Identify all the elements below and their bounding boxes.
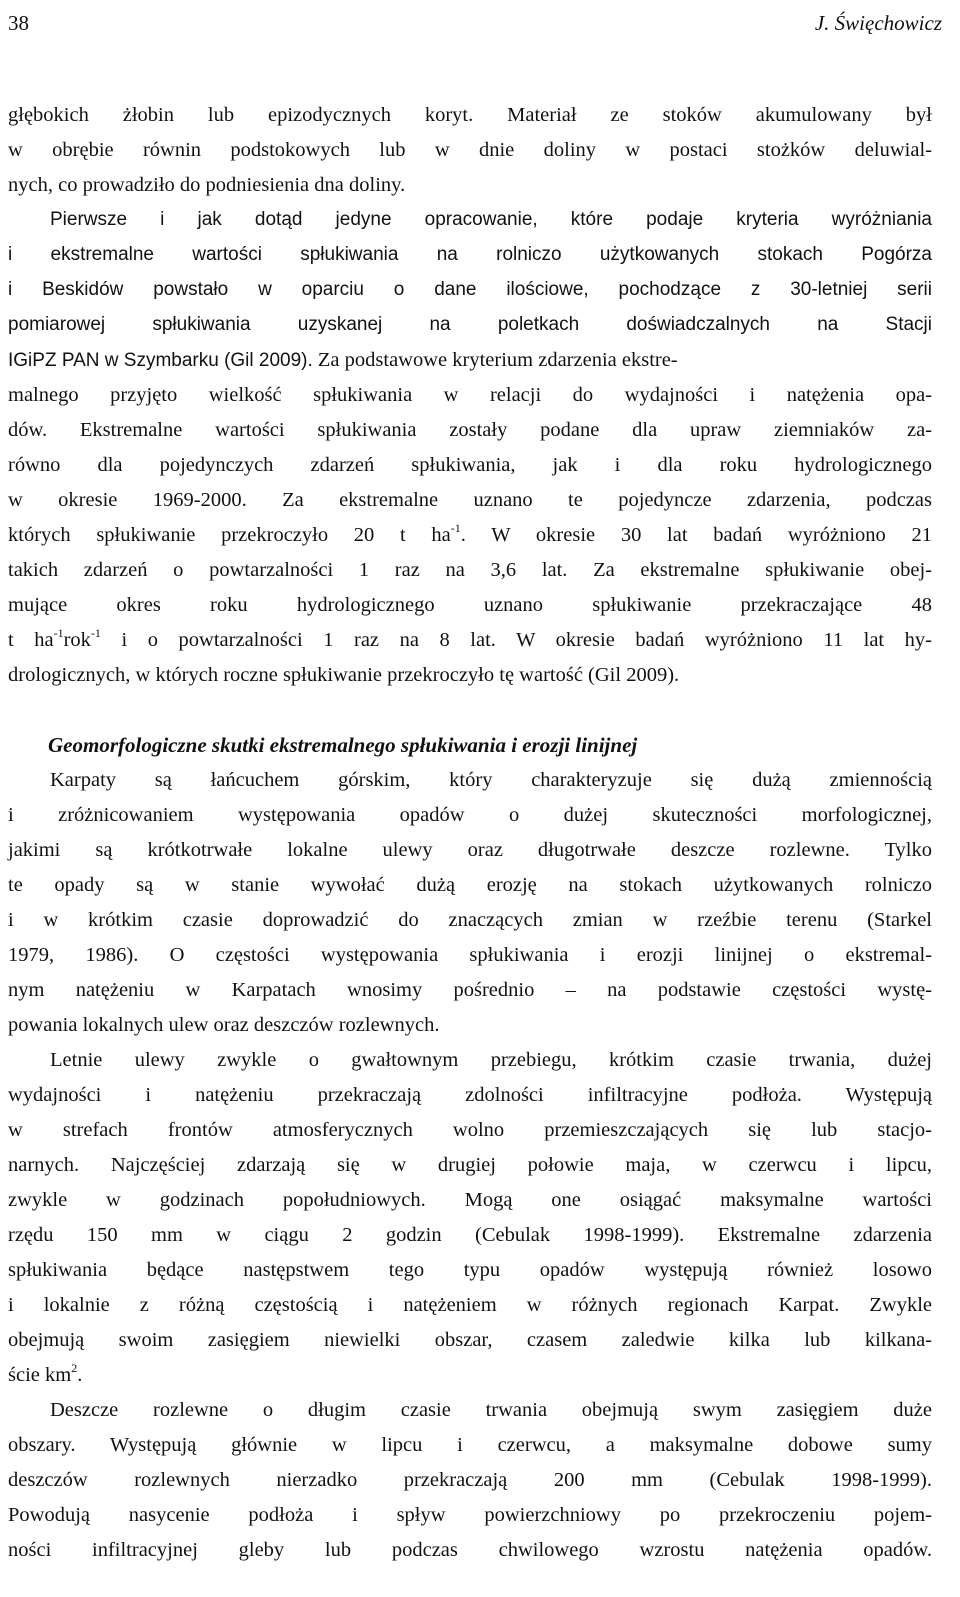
page-number: 38 — [8, 11, 29, 35]
text-segment: rok — [63, 629, 91, 651]
text-segment: których spłukiwanie przekroczyło 20 t ha — [8, 524, 451, 546]
text-line — [8, 520, 932, 550]
text-line: narnych. Najczęściej zdarzają się w drugiej połowie maja, w czerwcu i lipcu, — [8, 1154, 932, 1176]
text-line: malnego przyjęto wielkość spłukiwania w relacji do wydajności i natężenia opa- — [8, 384, 932, 406]
text-line: Letnie ulewy zwykle o gwałtownym przebiegu, krótkim czasie trwania, dużej — [50, 1049, 932, 1071]
text-line: w strefach frontów atmosferycznych wolno przemieszczających się lub stacjo- — [8, 1119, 932, 1141]
text-line: powania lokalnych ulew oraz deszczów rozlewnych. — [8, 1014, 440, 1036]
text-line: nym natężeniu w Karpatach wnosimy pośrednio – na podstawie częstości wystę- — [8, 979, 932, 1001]
text-segment: . W okresie 30 lat badań wyróżniono 21 — [460, 524, 932, 546]
text-line: nych, co prowadziło do podniesienia dna doliny. — [8, 174, 406, 196]
text-line: zwykle w godzinach popołudniowych. Mogą one osiągać maksymalne wartości — [8, 1189, 932, 1211]
text-line — [8, 625, 932, 655]
text-line: pomiarowej spłukiwania uzyskanej na poletkach doświadczalnych na Stacji — [8, 314, 932, 335]
text-segment: i o powtarzalności 1 raz na 8 lat. W okresie badań wyróżniono 11 lat hy- — [100, 629, 933, 651]
text-line: w obrębie równin podstokowych lub w dnie doliny w postaci stożków deluwial- — [8, 139, 932, 161]
text-line: 1979, 1986). O częstości występowania spłukiwania i erozji linijnej o ekstremal- — [8, 944, 932, 966]
text-line: Deszcze rozlewne o długim czasie trwania obejmują swym zasięgiem duże — [50, 1399, 932, 1421]
text-line: Powodują nasycenie podłoża i spływ powierzchniowy po przekroczeniu pojem- — [8, 1504, 932, 1526]
text-line — [8, 345, 932, 376]
text-line: i ekstremalne wartości spłukiwania na rolniczo użytkowanych stokach Pogórza — [8, 244, 932, 265]
text-line: i lokalnie z różną częstością i natężeniem w różnych regionach Karpat. Zwykle — [8, 1294, 932, 1316]
text-segment: ście km — [8, 1364, 72, 1386]
text-line: i w krótkim czasie doprowadzić do znaczących zmian w rzeźbie terenu (Starkel — [8, 909, 932, 931]
text-line: obszary. Występują głównie w lipcu i czerwcu, a maksymalne dobowe sumy — [8, 1434, 932, 1456]
section-heading: Geomorfologiczne skutki ekstremalnego spłukiwania i erozji linijnej — [48, 733, 638, 757]
text-line: rzędu 150 mm w ciągu 2 godzin (Cebulak 1998-1999). Ekstremalne zdarzenia — [8, 1224, 932, 1246]
text-line: równo dla pojedynczych zdarzeń spłukiwania, jak i dla roku hydrologicznego — [8, 454, 932, 476]
text-line: obejmują swoim zasięgiem niewielki obszar, czasem zaledwie kilka lub kilkana- — [8, 1329, 932, 1351]
text-line: spłukiwania będące następstwem tego typu opadów występują również losowo — [8, 1259, 932, 1281]
text-line: te opady są w stanie wywołać dużą erozję na stokach użytkowanych rolniczo — [8, 874, 932, 896]
text-segment: IGiPZ PAN w Szymbarku (Gil 2009). — [8, 350, 313, 371]
text-segment: . — [77, 1364, 83, 1386]
text-line: Pierwsze i jak dotąd jedyne opracowanie, które podaje kryteria wyróżniania — [50, 209, 932, 230]
superscript: 2 — [71, 1361, 78, 1375]
text-line: mujące okres roku hydrologicznego uznano spłukiwanie przekraczające 48 — [8, 594, 932, 616]
text-line: jakimi są krótkotrwałe lokalne ulewy oraz długotrwałe deszcze rozlewne. Tylko — [8, 839, 932, 861]
text-line: ności infiltracyjnej gleby lub podczas chwilowego wzrostu natężenia opadów. — [8, 1539, 932, 1561]
text-line: drologicznych, w których roczne spłukiwanie przekroczyło tę wartość (Gil 2009). — [8, 664, 680, 686]
text-line: i Beskidów powstało w oparciu o dane ilościowe, pochodzące z 30-letniej serii — [8, 279, 932, 300]
running-head-author: J. Święchowicz — [814, 11, 942, 35]
superscript: -1 — [53, 626, 64, 640]
text-line — [8, 1360, 932, 1390]
page-header — [8, 6, 942, 40]
text-line: deszczów rozlewnych nierzadko przekraczają 200 mm (Cebulak 1998-1999). — [8, 1469, 932, 1491]
text-line: takich zdarzeń o powtarzalności 1 raz na 3,6 lat. Za ekstremalne spłukiwanie obej- — [8, 559, 932, 581]
text-line: wydajności i natężeniu przekraczają zdolności infiltracyjne podłoża. Występują — [8, 1084, 932, 1106]
text-line: dów. Ekstremalne wartości spłukiwania zostały podane dla upraw ziemniaków za- — [8, 419, 932, 441]
superscript: -1 — [90, 626, 101, 640]
text-segment: t ha — [8, 629, 54, 651]
text-segment: Za podstawowe kryterium zdarzenia ekstre- — [312, 349, 678, 371]
superscript: -1 — [450, 521, 461, 535]
text-line: w okresie 1969-2000. Za ekstremalne uznano te pojedyncze zdarzenia, podczas — [8, 489, 932, 511]
text-line: i zróżnicowaniem występowania opadów o dużej skuteczności morfologicznej, — [8, 804, 932, 826]
text-line: Karpaty są łańcuchem górskim, który charakteryzuje się dużą zmiennością — [50, 769, 932, 791]
text-line: głębokich żłobin lub epizodycznych koryt. Materiał ze stoków akumulowany był — [8, 104, 932, 126]
